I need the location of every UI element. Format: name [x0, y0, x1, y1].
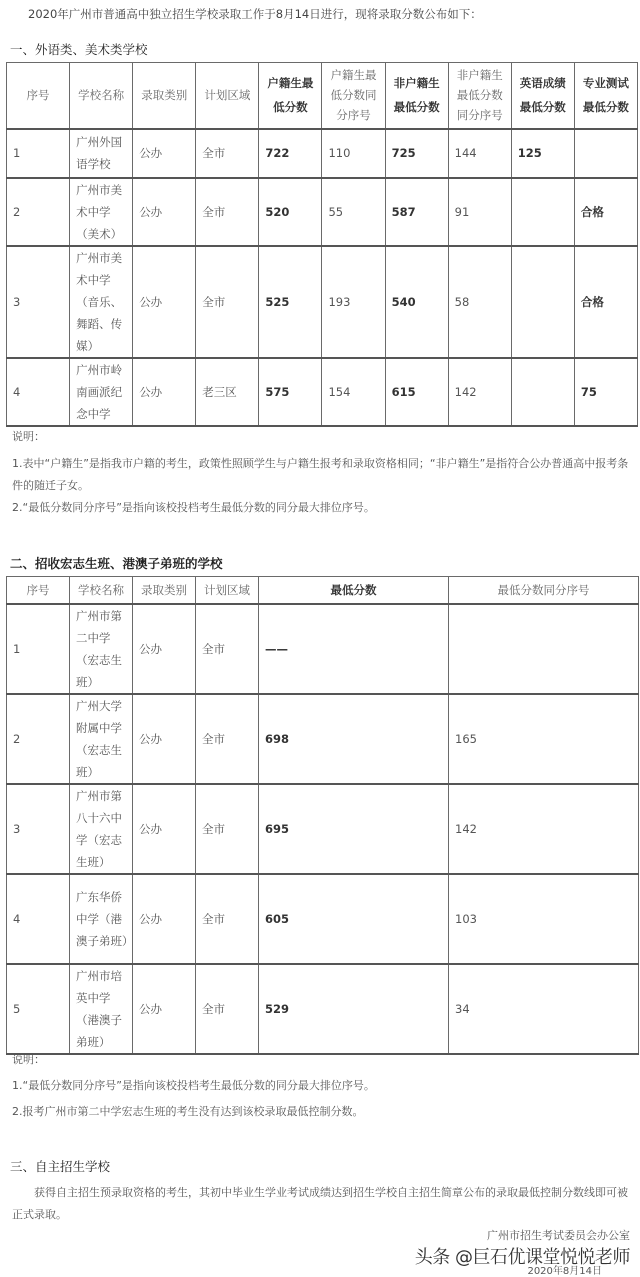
cell-type: 公办 — [133, 694, 196, 784]
section1-table — [6, 62, 638, 427]
date: 2020年8月14日 — [527, 1266, 602, 1277]
cell-prof-min: 合格 — [574, 246, 637, 358]
header-cell: 最低分数 — [259, 577, 449, 604]
table-row — [7, 246, 638, 358]
header-cell: 户籍生最低分数 — [259, 63, 322, 129]
cell-rank: 34 — [449, 964, 639, 1054]
cell-no: 1 — [7, 604, 70, 694]
cell-no: 2 — [7, 694, 70, 784]
cell-school: 广州市培英中学（港澳子弟班） — [70, 964, 133, 1054]
cell-nonlocal-min: 725 — [385, 129, 448, 178]
cell-prof-min: 75 — [574, 358, 637, 426]
cell-nonlocal-rank: 142 — [448, 358, 511, 426]
intro-text: 2020年广州市普通高中独立招生学校录取工作于8月14日进行，现将录取分数公布如下： — [28, 7, 482, 21]
cell-local-min: 575 — [259, 358, 322, 426]
table-row — [7, 784, 639, 874]
cell-school: 广州市岭南画派纪念中学 — [70, 358, 133, 426]
note-item: 2.“最低分数同分序号”是指向该校投档考生最低分数的同分最大排位序号。 — [12, 501, 375, 514]
cell-area: 全市 — [196, 964, 259, 1054]
cell-school: 广州市第二中学（宏志生班） — [70, 604, 133, 694]
cell-prof-min: 合格 — [574, 178, 637, 246]
cell-local-rank: 55 — [322, 178, 385, 246]
cell-area: 全市 — [196, 246, 259, 358]
cell-area: 全市 — [196, 784, 259, 874]
cell-school: 广东华侨中学（港澳子弟班） — [70, 874, 133, 964]
cell-no: 2 — [7, 178, 70, 246]
cell-no: 4 — [7, 358, 70, 426]
cell-no: 3 — [7, 246, 70, 358]
cell-school: 广州市美术中学（音乐、舞蹈、传媒） — [70, 246, 133, 358]
cell-min: 695 — [259, 784, 449, 874]
cell-no: 3 — [7, 784, 70, 874]
cell-no: 5 — [7, 964, 70, 1054]
cell-type: 公办 — [133, 358, 196, 426]
header-cell: 学校名称 — [70, 577, 133, 604]
table-row — [7, 964, 639, 1054]
cell-local-rank: 154 — [322, 358, 385, 426]
header-cell: 户籍生最低分数同分序号 — [322, 63, 385, 129]
section3-title: 三、自主招生学校 — [10, 1159, 111, 1174]
cell-local-rank: 110 — [322, 129, 385, 178]
header-cell: 计划区域 — [196, 63, 259, 129]
signature: 广州市招生考试委员会办公室 — [487, 1229, 630, 1242]
cell-area: 全市 — [196, 178, 259, 246]
cell-english-min: 125 — [511, 129, 574, 178]
cell-min: 529 — [259, 964, 449, 1054]
cell-min: 605 — [259, 874, 449, 964]
cell-type: 公办 — [133, 246, 196, 358]
cell-english-min — [511, 246, 574, 358]
cell-local-min: 722 — [259, 129, 322, 178]
cell-area: 全市 — [196, 694, 259, 784]
cell-min: 698 — [259, 694, 449, 784]
cell-type: 公办 — [133, 129, 196, 178]
cell-min: —— — [259, 604, 449, 694]
header-cell: 英语成绩最低分数 — [511, 63, 574, 129]
table-row — [7, 129, 638, 178]
header-cell: 非户籍生最低分数同分序号 — [448, 63, 511, 129]
section3-paragraph: 获得自主招生预录取资格的考生，其初中毕业生学业考试成绩达到招生学校自主招生简章公布的录取最低控制分数线即可被正式录取。 — [12, 1186, 628, 1221]
table-row — [7, 604, 639, 694]
cell-nonlocal-rank: 91 — [448, 178, 511, 246]
cell-english-min — [511, 358, 574, 426]
notes-label: 说明： — [12, 1053, 45, 1066]
section1-title: 一、外语类、美术类学校 — [10, 42, 148, 57]
cell-rank — [449, 604, 639, 694]
header-cell: 计划区域 — [196, 577, 259, 604]
note-item: 1.表中“户籍生”是指我市户籍的考生，政策性照顾学生与户籍生报考和录取资格相同；“非户籍生”是指符合公办普通高中报考条件的随迁子女。 — [12, 457, 629, 492]
cell-rank: 142 — [449, 784, 639, 874]
cell-nonlocal-min: 540 — [385, 246, 448, 358]
cell-local-min: 520 — [259, 178, 322, 246]
note-item: 1.“最低分数同分序号”是指向该校投档考生最低分数的同分最大排位序号。 — [12, 1079, 375, 1092]
table-row — [7, 874, 639, 964]
table-header-row — [7, 63, 638, 129]
header-cell: 学校名称 — [70, 63, 133, 129]
notes-label: 说明： — [12, 430, 45, 443]
cell-rank: 103 — [449, 874, 639, 964]
cell-school: 广州外国语学校 — [70, 129, 133, 178]
cell-type: 公办 — [133, 784, 196, 874]
cell-nonlocal-min: 615 — [385, 358, 448, 426]
table-row — [7, 694, 639, 784]
cell-local-min: 525 — [259, 246, 322, 358]
header-cell: 专业测试最低分数 — [574, 63, 637, 129]
section2-title: 二、招收宏志生班、港澳子弟班的学校 — [10, 556, 223, 571]
table-header-row — [7, 577, 639, 604]
header-cell: 最低分数同分序号 — [449, 577, 639, 604]
cell-area: 老三区 — [196, 358, 259, 426]
cell-nonlocal-rank: 144 — [448, 129, 511, 178]
cell-area: 全市 — [196, 874, 259, 964]
cell-type: 公办 — [133, 964, 196, 1054]
cell-no: 1 — [7, 129, 70, 178]
header-cell: 非户籍生最低分数 — [385, 63, 448, 129]
header-cell: 序号 — [7, 63, 70, 129]
cell-type: 公办 — [133, 178, 196, 246]
watermark: 头条 @巨石优课堂悦悦老师 — [414, 1247, 630, 1268]
cell-nonlocal-rank: 58 — [448, 246, 511, 358]
table-row — [7, 178, 638, 246]
cell-local-rank: 193 — [322, 246, 385, 358]
cell-type: 公办 — [133, 874, 196, 964]
header-cell: 录取类别 — [133, 577, 196, 604]
cell-area: 全市 — [196, 129, 259, 178]
cell-area: 全市 — [196, 604, 259, 694]
cell-prof-min — [574, 129, 637, 178]
header-cell: 录取类别 — [133, 63, 196, 129]
table-row — [7, 358, 638, 426]
cell-school: 广州大学附属中学（宏志生班） — [70, 694, 133, 784]
header-cell: 序号 — [7, 577, 70, 604]
cell-type: 公办 — [133, 604, 196, 694]
cell-rank: 165 — [449, 694, 639, 784]
cell-no: 4 — [7, 874, 70, 964]
cell-english-min — [511, 178, 574, 246]
cell-school: 广州市第八十六中学（宏志生班） — [70, 784, 133, 874]
section2-table — [6, 576, 639, 1055]
cell-school: 广州市美术中学（美术） — [70, 178, 133, 246]
cell-nonlocal-min: 587 — [385, 178, 448, 246]
note-item: 2.报考广州市第二中学宏志生班的考生没有达到该校录取最低控制分数。 — [12, 1105, 364, 1118]
